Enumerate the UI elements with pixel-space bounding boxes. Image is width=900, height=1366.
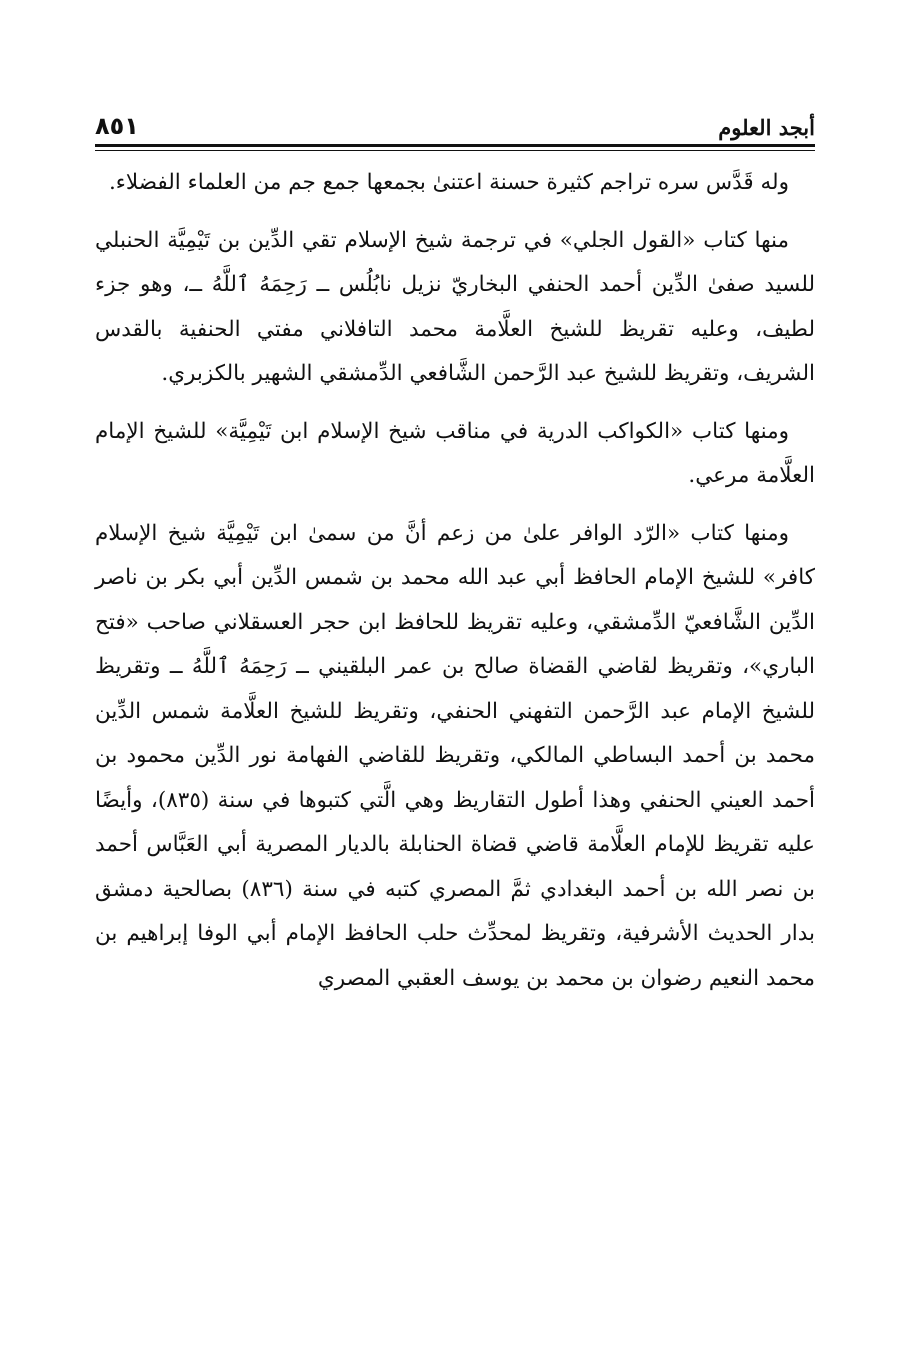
paragraph-kawakib-durriya: ومنها كتاب «الكواكب الدرية في مناقب شيخ الإسلام ابن تَيْمِيَّة» للشيخ الإمام العلَّامة مرعي. <box>95 418 815 488</box>
header-rule-thin <box>95 150 815 151</box>
paragraph-radd-wafir: ومنها كتاب «الرّد الوافر علىٰ من زعم أنَّ من سمىٰ ابن تَيْمِيَّة شيخ الإسلام كافر» للشيخ الإمام الحافظ أبي عبد الله محمد بن شمس الدِّين أبي بكر بن ناصر الدِّين الشَّافعيّ الدِّمشقي، وعليه تقريظ للحافظ ابن حجر العسقلاني صاحب «فتح الباري»، وتقريظ لقاضي القضاة صالح بن عمر البلقيني ــ رَحِمَهُ ٱللَّهُ ــ وتقريظ للشيخ الإمام عبد الرَّحمن التفهني الحنفي، وتقريظ للشيخ العلَّامة شمس الدِّين محمد بن أحمد البساطي المالكي، وتقريظ للقاضي الفهامة نور الدِّين محمود بن أحمد العيني الحنفي وهذا أطول التقاريظ وهي الَّتي كتبوها في سنة (٨٣٥)، وأيضًا عليه تقريظ للإمام العلَّامة قاضي قضاة الحنابلة بالديار المصرية أبي العَبَّاس أحمد بن نصر الله بن أحمد البغدادي ثمَّ المصري كتبه في سنة (٨٣٦) بصالحية دمشق بدار الحديث الأشرفية، وتقريظ لمحدِّث حلب الحافظ الإمام أبي الوفا إبراهيم بن محمد النعيم رضوان بن محمد بن يوسف العقبي المصري <box>95 520 815 991</box>
header-rule-thick <box>95 144 815 147</box>
page-number: ٨٥١ <box>95 112 139 140</box>
paragraph-qawl-jali: منها كتاب «القول الجلي» في ترجمة شيخ الإسلام تقي الدِّين بن تَيْمِيَّة الحنبلي للسيد صفىٰ الدِّين أحمد الحنفي البخاريّ نزيل نابُلُس ــ رَحِمَهُ ٱللَّهُ ــ، وهو جزء لطيف، وعليه تقريظ للشيخ العلَّامة محمد التافلاني مفتي الحنفية بالقدس الشريف، وتقريظ للشيخ عبد الرَّحمن الشَّافعي الدِّمشقي الشهير بالكزبري. <box>95 227 815 386</box>
running-header <box>95 100 815 140</box>
book-title: أبجد العلوم <box>718 115 815 140</box>
body-text <box>95 161 815 1001</box>
book-page <box>95 100 815 1014</box>
paragraph-tarajim: وله قَدَّس سره تراجم كثيرة حسنة اعتنىٰ بجمعها جمع جم من العلماء الفضلاء. <box>108 170 789 195</box>
